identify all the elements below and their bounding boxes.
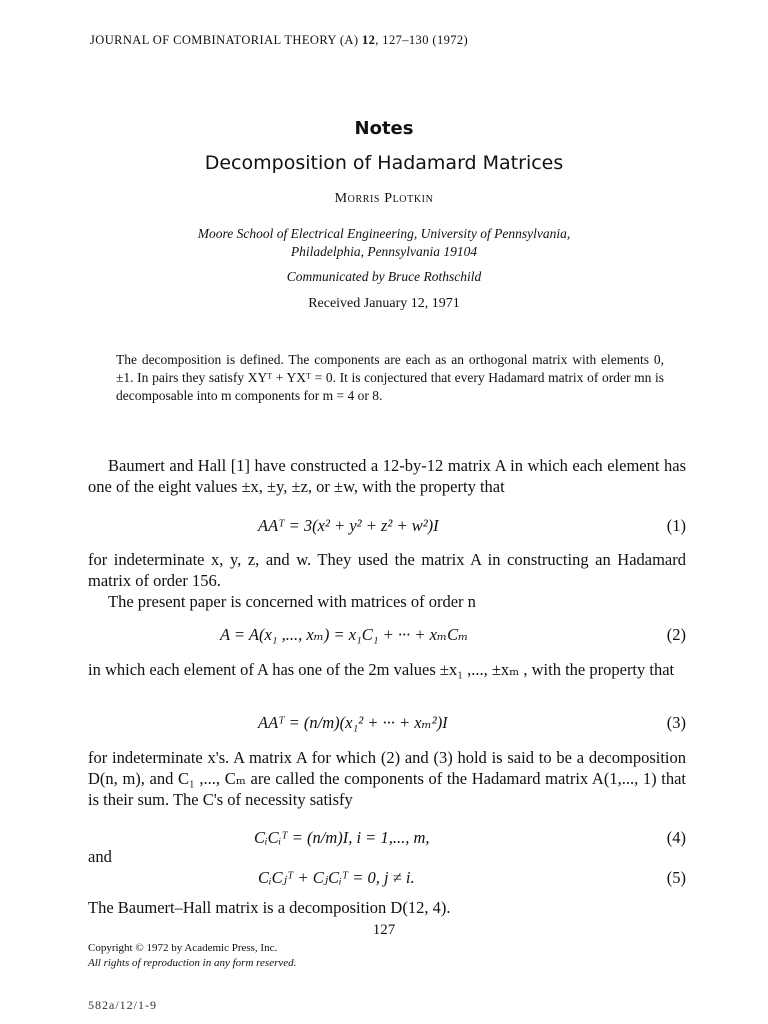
communicated-by: Communicated by Bruce Rothschild [286, 269, 482, 284]
volume-number: 12 [361, 33, 376, 47]
received-date: Received January 12, 1971 [308, 296, 460, 311]
equation-5 [88, 868, 686, 890]
affiliation-line-2: Philadelphia, Pennsylvania 19104 [290, 244, 478, 259]
copyright-notice [88, 941, 296, 971]
copyright-line-1: Copyright © 1972 by Academic Press, Inc. [88, 942, 278, 954]
equation-2-formula: A = A(x₁ ,..., xₘ) = x₁C₁ + ··· + xₘCₘ [220, 625, 469, 644]
equation-1-number: (1) [666, 516, 686, 535]
running-head [90, 33, 468, 48]
abstract: The decomposition is defined. The components are each as an orthogonal matrix with elements 0, ±1. In pairs they satisfy XYᵀ + YXᵀ = 0. It is conjectured that every Hadamard matrix of order mn is decomposable into m components for m = 4 or 8. [116, 352, 664, 403]
paragraph-2: for indeterminate x, y, z, and w. They used the matrix A in constructing an Hadamard matrix of order 156. [88, 550, 686, 590]
equation-4-formula: CᵢCᵢᵀ = (n/m)I, i = 1,..., m, [254, 828, 430, 847]
equation-1-formula: AAᵀ = 3(x² + y² + z² + w²)I [258, 516, 439, 535]
equation-5-formula: CᵢCⱼᵀ + CⱼCᵢᵀ = 0, j ≠ i. [258, 868, 415, 887]
and-connector: and [88, 847, 112, 866]
page-number: 127 [372, 922, 396, 938]
journal-name: JOURNAL OF COMBINATORIAL THEORY (A) [90, 33, 362, 47]
author-name: Morris Plotkin [334, 191, 434, 206]
copyright-line-2: All rights of reproduction in any form reserved. [88, 957, 297, 969]
paragraph-5: for indeterminate x's. A matrix A for which (2) and (3) hold is said to be a decomposition D(n, m), and C₁ ,..., Cₘ are called the components of the Hadamard matrix A(1,..., 1) that is their sum. The C's of necessity satisfy [88, 748, 686, 809]
page-range: , 127–130 (1972) [375, 33, 469, 47]
equation-4-number: (4) [666, 828, 686, 847]
equation-5-number: (5) [666, 868, 686, 887]
paragraph-1: Baumert and Hall [1] have constructed a 12-by-12 matrix A in which each element has one of the eight values ±x, ±y, ±z, or ±w, with the property that [88, 456, 686, 496]
paper-title: Decomposition of Hadamard Matrices [204, 152, 564, 174]
equation-4 [88, 828, 686, 850]
equation-3-formula: AAᵀ = (n/m)(x₁² + ··· + xₘ²)I [258, 713, 448, 732]
equation-3 [88, 713, 686, 735]
affiliation-line-1: Moore School of Electrical Engineering, University of Pennsylvania, [197, 226, 571, 241]
paragraph-4: in which each element of A has one of the 2m values ±x₁ ,..., ±xₘ , with the property that [88, 660, 675, 679]
section-label: Notes [354, 118, 414, 139]
equation-1 [88, 516, 686, 538]
paragraph-3: The present paper is concerned with matrices of order n [108, 592, 476, 611]
equation-2-number: (2) [666, 625, 686, 644]
paragraph-6: The Baumert–Hall matrix is a decomposition D(12, 4). [88, 898, 451, 917]
equation-3-number: (3) [666, 713, 686, 732]
footer-code: 582a/12/1-9 [88, 998, 157, 1012]
equation-2 [88, 625, 686, 647]
